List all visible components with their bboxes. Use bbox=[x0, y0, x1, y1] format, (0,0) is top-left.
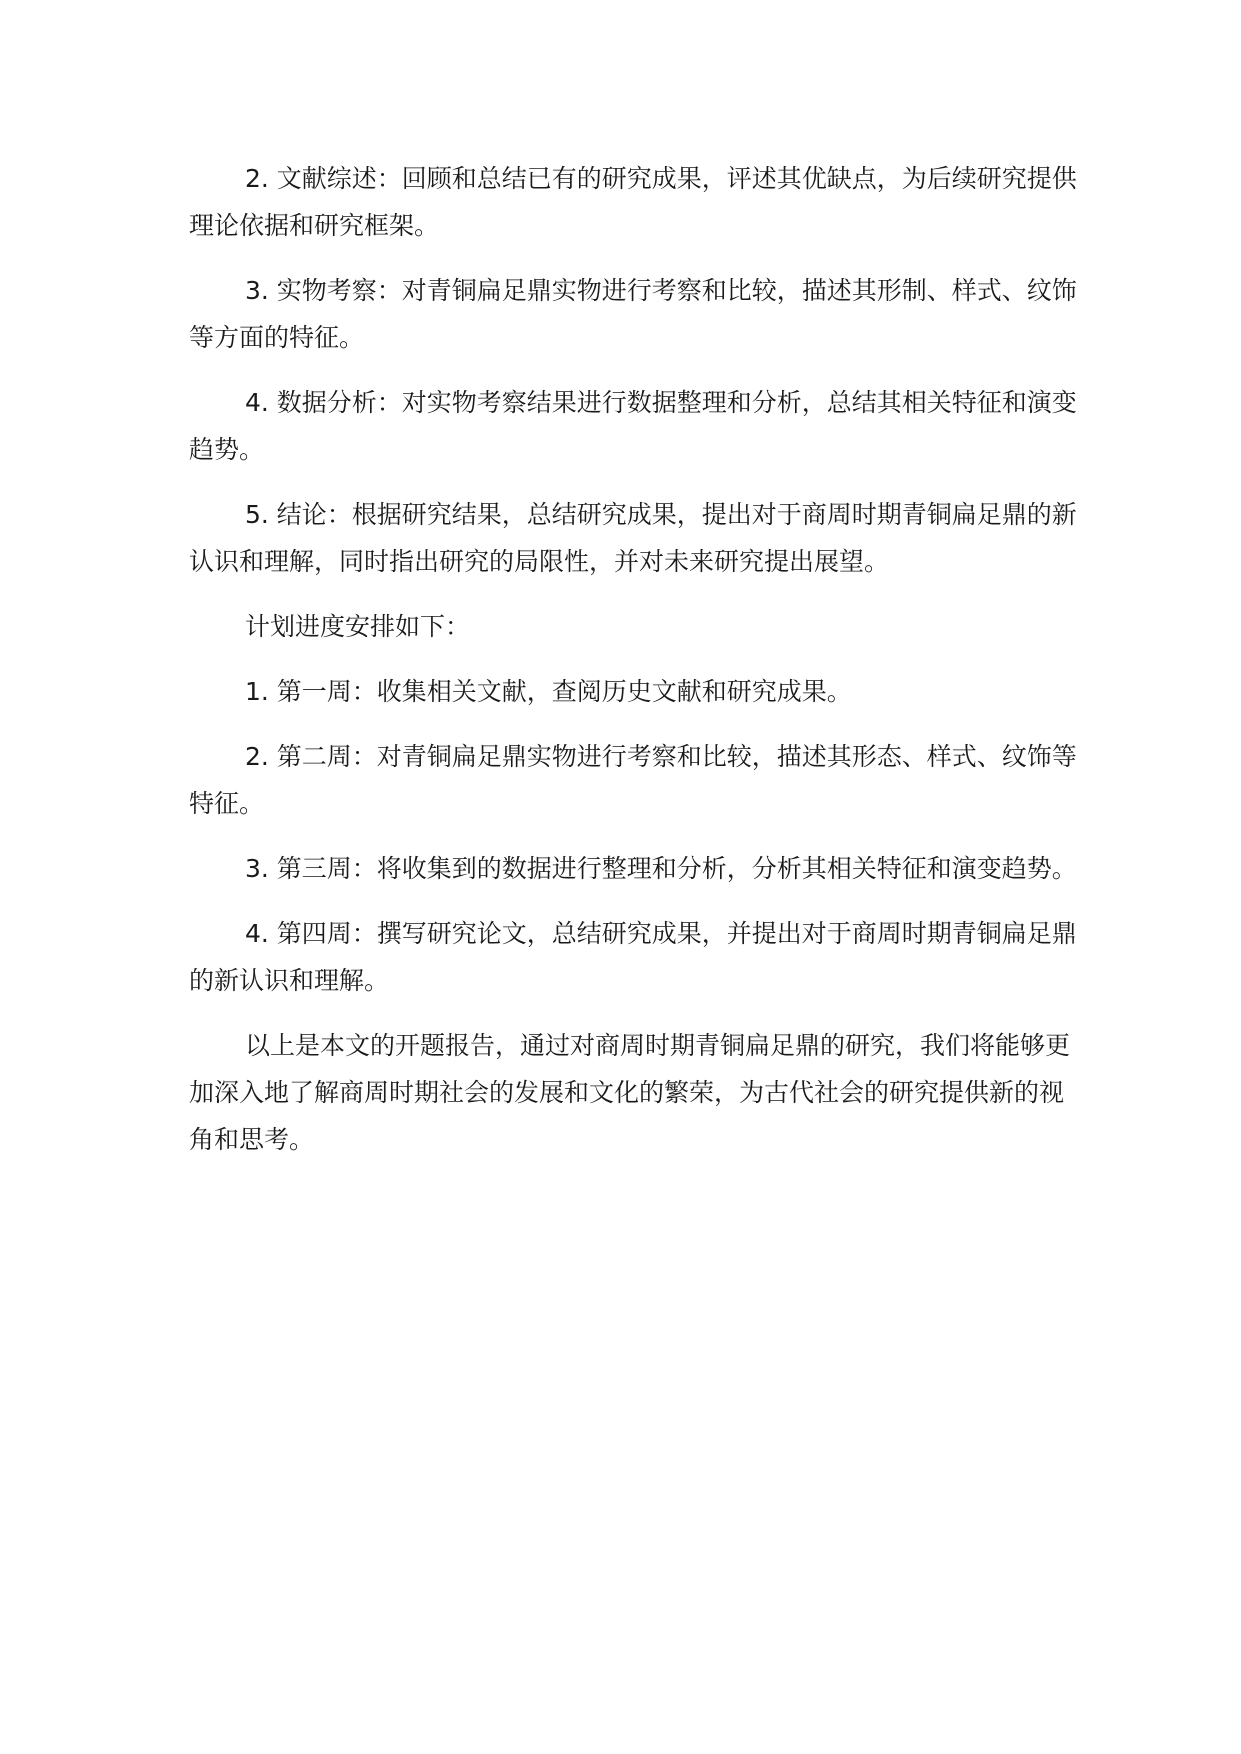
paragraph-physical-survey: 3. 实物考察：对青铜扁足鼎实物进行考察和比较，描述其形制、样式、纹饰等方面的特征。 bbox=[189, 276, 1077, 352]
paragraph-schedule-heading: 计划进度安排如下： bbox=[245, 612, 471, 641]
paragraph-literature-review: 2. 文献综述：回顾和总结已有的研究成果，评述其优缺点，为后续研究提供理论依据和研究框架。 bbox=[189, 164, 1077, 240]
paragraph-week-4: 4. 第四周：撰写研究论文，总结研究成果，并提出对于商周时期青铜扁足鼎的新认识和理解。 bbox=[189, 919, 1077, 995]
paragraph-data-analysis: 4. 数据分析：对实物考察结果进行数据整理和分析，总结其相关特征和演变趋势。 bbox=[189, 388, 1077, 464]
paragraph-closing: 以上是本文的开题报告，通过对商周时期青铜扁足鼎的研究，我们将能够更加深入地了解商周时期社会的发展和文化的繁荣，为古代社会的研究提供新的视角和思考。 bbox=[189, 1031, 1071, 1154]
document-body bbox=[189, 155, 1079, 1181]
paragraph-conclusion: 5. 结论：根据研究结果，总结研究成果，提出对于商周时期青铜扁足鼎的新认识和理解，同时指出研究的局限性，并对未来研究提出展望。 bbox=[189, 500, 1077, 576]
paragraph-week-3: 3. 第三周：将收集到的数据进行整理和分析，分析其相关特征和演变趋势。 bbox=[245, 854, 1077, 883]
paragraph-week-2: 2. 第二周：对青铜扁足鼎实物进行考察和比较，描述其形态、样式、纹饰等特征。 bbox=[189, 742, 1077, 818]
paragraph-week-1: 1. 第一周：收集相关文献，查阅历史文献和研究成果。 bbox=[245, 677, 852, 706]
